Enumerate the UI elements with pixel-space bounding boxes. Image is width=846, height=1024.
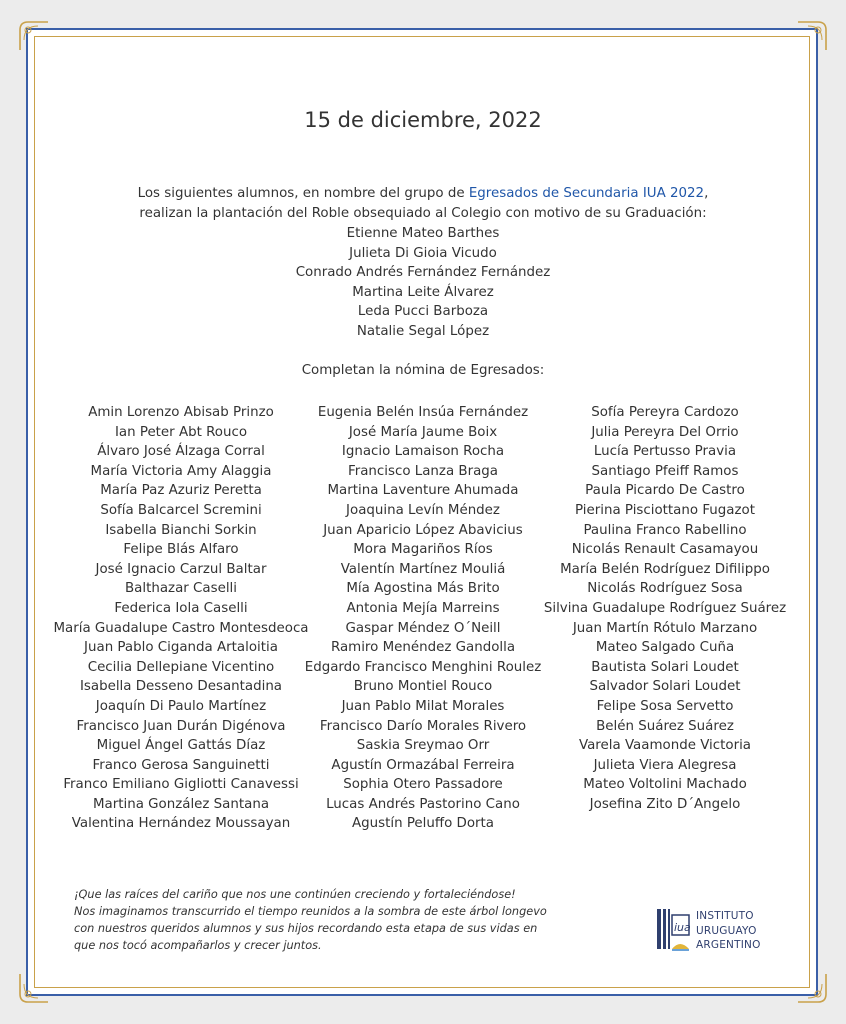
intro-line-1-prefix: Los siguientes alumnos, en nombre del grupo de [137, 186, 469, 201]
intro-line-1 [0, 184, 846, 204]
closing-line: ¡Que las raíces del cariño que nos une continúen creciendo y fortaleciéndose! [74, 888, 516, 901]
graduate-name: Gaspar Méndez O´Neill [345, 620, 501, 636]
graduate-name: Paula Picardo De Castro [585, 483, 745, 499]
graduate-name: Antonia Mejía Marreins [346, 600, 500, 616]
graduate-name: Álvaro José Álzaga Corral [97, 444, 265, 460]
graduate-name: Agustín Ormazábal Ferreira [331, 757, 515, 773]
graduate-name: Pierina Pisciottano Fugazot [575, 502, 755, 518]
graduate-name: Mía Agostina Más Brito [346, 581, 500, 597]
graduate-name: Nicolás Rodríguez Sosa [587, 581, 743, 597]
closing-message [74, 886, 594, 954]
graduate-name: María Paz Azuriz Peretta [100, 483, 262, 499]
graduate-name: Isabella Bianchi Sorkin [105, 522, 257, 538]
institution-name-line: ARGENTINO [696, 939, 761, 951]
student-name: Conrado Andrés Fernández Fernández [295, 265, 551, 281]
closing-line: con nuestros queridos alumnos y sus hijos recordando esta etapa de sus vidas en [74, 922, 538, 935]
graduate-name: María Belén Rodríguez Difilippo [560, 561, 770, 577]
graduate-name: Sophia Otero Passadore [343, 777, 503, 793]
graduate-name: Martina González Santana [92, 796, 270, 812]
graduate-name: Nicolás Renault Casamayou [571, 542, 759, 558]
graduate-name: Joaquín Di Paulo Martínez [95, 698, 267, 714]
graduate-name: Juan Pablo Milat Morales [341, 698, 505, 714]
graduate-name: Francisco Lanza Braga [347, 463, 499, 479]
logo-mark-text: iua [674, 921, 691, 934]
graduates-column-3 [530, 403, 800, 814]
graduate-name: Felipe Sosa Servetto [596, 698, 734, 714]
iua-logo-icon [655, 905, 691, 953]
graduate-name: Balthazar Caselli [125, 581, 237, 597]
graduate-name: María Guadalupe Castro Montesdeoca [53, 620, 309, 636]
graduate-name: Juan Pablo Ciganda Artaloitia [84, 640, 278, 656]
graduate-name: Mateo Salgado Cuña [595, 640, 735, 656]
graduate-name: Federica Iola Caselli [114, 600, 248, 616]
group-name-highlight: Egresados de Secundaria IUA 2022 [468, 186, 705, 201]
corner-ornament-icon [794, 20, 828, 54]
graduate-name: Mateo Voltolini Machado [583, 777, 747, 793]
graduate-name: Franco Emiliano Gigliotti Canavessi [63, 777, 299, 793]
document-date: 15 de diciembre, 2022 [304, 108, 542, 132]
graduate-name: Sofía Balcarcel Scremini [100, 502, 262, 518]
graduate-name: José Ignacio Carzul Baltar [95, 561, 267, 577]
graduate-name: Lucas Andrés Pastorino Cano [326, 796, 520, 812]
graduate-name: Valentín Martínez Mouliá [340, 561, 506, 577]
graduate-name: Julia Pereyra Del Orrio [591, 424, 739, 440]
graduate-name: Juan Martín Rótulo Marzano [572, 620, 758, 636]
graduate-name: Agustín Peluffo Dorta [351, 816, 495, 832]
institution-name [696, 909, 761, 953]
graduate-name: Varela Vaamonde Victoria [578, 738, 752, 754]
graduate-name: Silvina Guadalupe Rodríguez Suárez [543, 600, 787, 616]
graduate-name: Saskia Sreymao Orr [356, 738, 490, 754]
graduate-name: Ramiro Menéndez Gandolla [330, 640, 516, 656]
graduate-name: Francisco Darío Morales Rivero [319, 718, 527, 734]
graduate-name: Francisco Juan Durán Digénova [76, 718, 286, 734]
graduate-name: Julieta Viera Alegresa [593, 757, 737, 773]
graduate-name: Isabella Desseno Desantadina [79, 679, 283, 695]
graduate-name: Paulina Franco Rabellino [583, 522, 747, 538]
graduate-name: Edgardo Francisco Menghini Roulez [304, 659, 542, 675]
graduate-name: Belén Suárez Suárez [596, 718, 734, 734]
planting-students-list [0, 224, 846, 342]
student-name: Leda Pucci Barboza [357, 304, 489, 320]
graduate-name: Eugenia Belén Insúa Fernández [317, 405, 529, 420]
closing-line: que nos tocó acompañarlos y crecer juntos. [74, 939, 322, 952]
intro-paragraph [0, 184, 846, 204]
graduate-name: Sofía Pereyra Cardozo [591, 405, 739, 420]
graduate-name: Bautista Solari Loudet [591, 659, 739, 675]
graduates-column-2 [288, 403, 558, 834]
graduate-name: Amin Lorenzo Abisab Prinzo [88, 405, 274, 420]
graduate-name: Valentina Hernández Moussayan [71, 816, 291, 832]
graduate-name: Felipe Blás Alfaro [123, 542, 239, 558]
graduate-name: José María Jaume Boix [348, 424, 498, 440]
graduate-name: Martina Laventure Ahumada [327, 483, 519, 499]
graduate-name: Juan Aparicio López Abavicius [323, 522, 523, 538]
graduate-name: Santiago Pfeiff Ramos [591, 463, 739, 479]
graduate-name: María Victoria Amy Alaggia [90, 463, 272, 479]
student-name: Martina Leite Álvarez [352, 284, 494, 300]
graduate-name: Ignacio Lamaison Rocha [341, 444, 505, 460]
graduate-name: Josefina Zito D´Angelo [589, 796, 741, 812]
student-name: Julieta Di Gioia Vicudo [349, 245, 497, 261]
intro-line-1-suffix: , [704, 186, 709, 201]
graduate-name: Bruno Montiel Rouco [353, 679, 493, 695]
graduate-name: Joaquina Levín Méndez [346, 502, 500, 518]
graduate-name: Franco Gerosa Sanguinetti [92, 757, 270, 773]
intro-line-2: realizan la plantación del Roble obsequiado al Colegio con motivo de su Graduación: [139, 205, 707, 221]
graduate-name: Cecilia Dellepiane Vicentino [87, 659, 275, 675]
graduates-column-1 [46, 403, 316, 834]
corner-ornament-icon [18, 20, 52, 54]
institution-name-line: URUGUAYO [696, 924, 757, 937]
graduate-name: Miguel Ángel Gattás Díaz [96, 738, 266, 754]
institution-logo [655, 905, 785, 959]
graduate-name: Salvador Solari Loudet [589, 679, 741, 695]
corner-ornament-icon [794, 970, 828, 1004]
graduate-name: Mora Magariños Ríos [353, 542, 493, 558]
student-name: Natalie Segal López [356, 323, 490, 339]
closing-line: Nos imaginamos transcurrido el tiempo reunidos a la sombra de este árbol longevo [74, 905, 547, 918]
graduate-name: Lucía Pertusso Pravia [593, 444, 737, 460]
corner-ornament-icon [18, 970, 52, 1004]
graduate-name: Ian Peter Abt Rouco [114, 424, 248, 440]
student-name: Etienne Mateo Barthes [346, 226, 500, 241]
complete-list-heading: Completan la nómina de Egresados: [301, 363, 545, 378]
institution-name-line: INSTITUTO [696, 910, 754, 922]
